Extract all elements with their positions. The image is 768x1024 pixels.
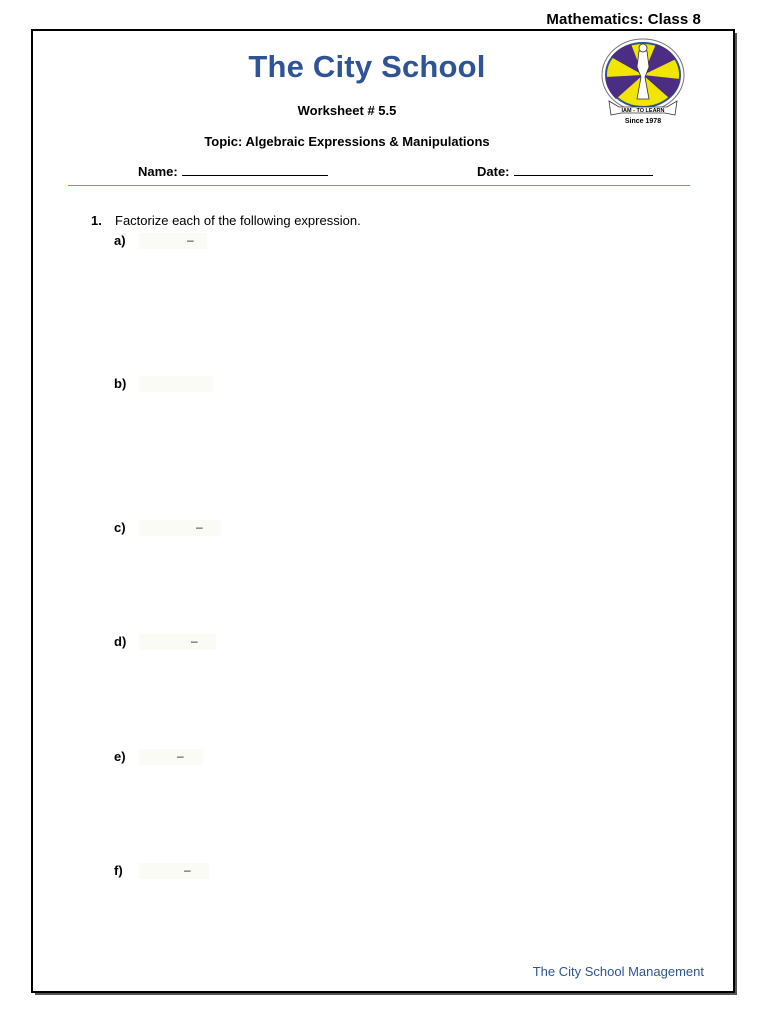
date-blank-line[interactable] — [514, 163, 653, 176]
svg-text:IAM - TO LEARN: IAM - TO LEARN — [621, 108, 665, 114]
expression-c — [139, 520, 221, 536]
expression-f — [139, 863, 209, 879]
date-field[interactable] — [477, 163, 653, 179]
part-label: b) — [114, 376, 127, 391]
expression-text: – — [187, 233, 194, 247]
logo-since-text: Since 1978 — [624, 118, 662, 125]
part-label: c) — [114, 520, 126, 535]
header-divider — [68, 185, 690, 186]
worksheet-topic: Topic: Algebraic Expressions & Manipulations — [204, 134, 490, 149]
name-label: Name: — [138, 164, 178, 179]
page-border-shadow-right — [735, 33, 737, 995]
part-label: f) — [114, 863, 123, 878]
part-label: a) — [114, 233, 126, 248]
footer-text: The City School Management — [532, 964, 704, 979]
worksheet-number: Worksheet # 5.5 — [297, 103, 397, 118]
date-label: Date: — [477, 164, 510, 179]
question-number: 1. — [91, 213, 102, 228]
school-title: The City School — [248, 49, 486, 84]
expression-text: – — [184, 863, 191, 877]
subject-class-header: Mathematics: Class 8 — [546, 11, 701, 28]
expression-text: – — [196, 520, 203, 534]
part-label: e) — [114, 749, 126, 764]
part-label: d) — [114, 634, 127, 649]
expression-e — [139, 749, 203, 765]
question-text: Factorize each of the following expression. — [115, 213, 361, 228]
expression-text: – — [177, 749, 184, 763]
expression-text: – — [191, 634, 198, 648]
page-border-shadow — [35, 993, 737, 995]
name-field[interactable] — [138, 163, 328, 179]
expression-b — [139, 376, 213, 392]
expression-d — [139, 634, 216, 650]
expression-a — [139, 233, 207, 249]
name-blank-line[interactable] — [182, 163, 328, 176]
